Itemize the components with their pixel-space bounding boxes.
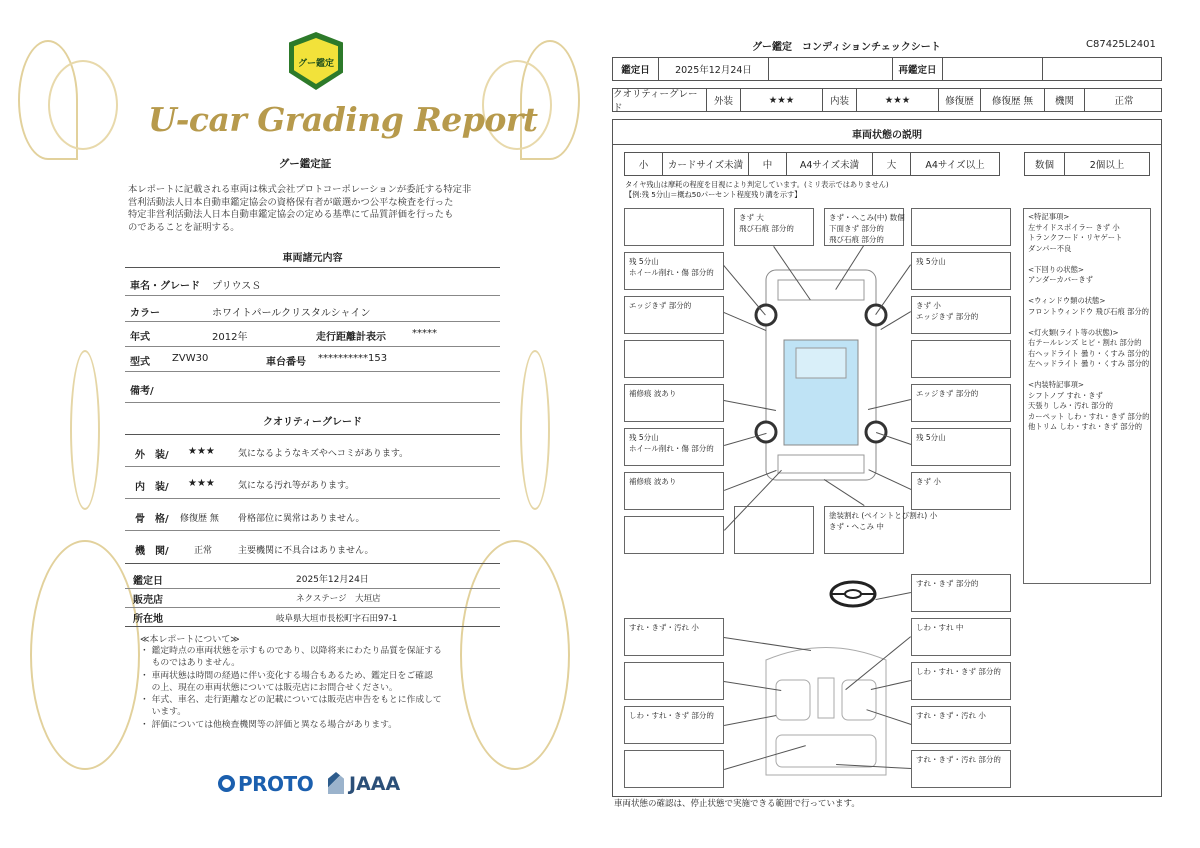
chassis-label: 車台番号 [266,357,306,368]
car-interior-diagram [756,640,896,780]
jaaa-logo-icon [328,772,344,794]
notes-list: ・ 鑑定時点の車両状態を示すものであり、以降将来にわたり品質を保証する ものではありません。 ・ 車両状態は時間の経過に伴い変化する場合もあるため、鑑定日をご確認 の上、現在の車両状態については販売店にお問合せください。 ・ 年式、車名、走行距離などの記載については販売店申告をもとに作成して います。 ・ 評価については他検査機関等の評価と異なる場合があります。 [140,646,442,730]
mileage-label: 走行距離計表示 [316,332,386,343]
interior-note-box [624,750,724,788]
tire-note: タイヤ残山は摩耗の程度を目視により判定しています。(ミリ表示ではありません) [625,180,889,189]
windshield [796,348,846,378]
exterior-note-box [624,208,724,246]
size-legend: 小 カードサイズ未満 中 A4サイズ未満 大 A4サイズ以上 [624,152,1000,176]
exterior-note-box: きず 小 [911,472,1011,510]
engine-label: 機 関/ [135,546,169,557]
interior-note-box: すれ・きず 部分的 [911,574,1011,612]
interior-grade: ★★★ [857,89,939,111]
exterior-note-box: きず・へこみ(中) 数個 下面きず 部分的 飛び石痕 部分的 [824,208,904,246]
address-label: 所在地 [133,614,163,625]
engine-desc: 主要機関に不具合はありません。 [238,546,374,556]
exterior-label: 外装 [707,89,741,111]
dealer-label: 販売店 [133,595,163,606]
frame-desc: 骨格部位に異常はありません。 [238,514,365,524]
exterior-label: 外 装/ [135,450,169,461]
tire-rear-left [756,422,776,442]
exterior-grade: ★★★ [741,89,823,111]
appraisal-date-label: 鑑定日 [133,576,163,587]
repair-history-value: 修復歴 無 [981,89,1045,111]
appraisal-date-value: 2025年12月24日 [296,575,369,585]
grade-summary-row [612,88,1162,112]
model-value: ZVW30 [172,353,209,364]
interior-grade: ★★★ [188,478,215,489]
address-value: 岐阜県大垣市長松町字石田97-1 [276,614,398,624]
interior-label: 内 装/ [135,482,169,493]
frame-grade: 修復歴 無 [180,514,219,524]
report-title: U-car Grading Report [148,100,538,139]
exterior-note-box: 残 5分山 [911,252,1011,290]
exterior-note-box [911,340,1011,378]
exterior-note-box [911,208,1011,246]
sheet-code: C87425L2401 [1086,39,1156,50]
exterior-note-box: エッジきず 部分的 [911,384,1011,422]
exterior-note-box: エッジきず 部分的 [624,296,724,334]
proto-logo-icon [218,775,235,792]
interior-label: 内装 [823,89,857,111]
interior-note-box: すれ・きず・汚れ 小 [911,706,1011,744]
certificate-heading: グー鑑定証 [278,158,332,170]
sheet-footer: 車両状態の確認は、停止状態で実施できる範囲で行っています。 [614,799,860,809]
engine-value: 正常 [1114,96,1134,107]
exterior-note-box [624,516,724,554]
year-label: 年式 [130,332,150,343]
color-value: ホワイトパールクリスタルシャイン [212,308,371,319]
jaaa-logo: JAAA [349,773,401,795]
exterior-note-box [734,506,814,554]
interior-note-box: すれ・きず・汚れ 部分的 [911,750,1011,788]
sheet-title: グー鑑定 コンディションチェックシート [752,42,941,53]
dealer-value: ネクステージ 大垣店 [296,594,381,604]
ornament-bow-left [48,60,118,150]
count-legend: 数個 2個以上 [1024,152,1150,176]
badge-text: グー鑑定 [297,59,334,69]
model-label: 型式 [130,357,150,368]
exterior-note-box: 補修痕 波あり [624,472,724,510]
section-title: 車両状態の説明 [852,130,922,141]
date-label: 鑑定日 [613,58,659,80]
interior-note-box: しわ・すれ 中 [911,618,1011,656]
exterior-grade: ★★★ [188,446,215,457]
year-value: 2012年 [212,332,248,343]
date-value: 2025年12月24日 [659,58,769,80]
interior-desc: 気になる汚れ等があります。 [238,481,355,491]
exterior-note-box: 残 5分山 ホイール削れ・傷 部分的 [624,252,724,290]
interior-note-box: しわ・すれ・きず 部分的 [624,706,724,744]
rear-seat [776,735,876,767]
rear-bumper [778,455,864,473]
interior-note-box: すれ・きず・汚れ 小 [624,618,724,656]
quality-grade-label: クオリティーグレード [613,89,707,111]
intro-paragraph: 本レポートに記載される車両は株式会社プロトコーポレーションが委託する特定非 営利活動法人日本自動車鑑定協会の資格保有者が厳選かつ公平な検査を行った 特定非営利活動法人日本自動車鑑定協会の定める基準にて品質評価を行ったも のであることを証明する。 [128,184,472,233]
mileage-value: ***** [412,328,437,339]
front-bumper [778,280,864,300]
notes-heading: ≪本レポートについて≫ [140,635,240,645]
exterior-note-box: 塗装割れ (ペイントとび割れ) きず・へこみ 中 [824,506,904,554]
exterior-note-box: 残 5分山 [911,428,1011,466]
driver-seat [776,680,810,720]
center-console [818,678,834,718]
chassis-value: **********153 [318,353,388,364]
tire-example: 【例:残 5分山＝概ね50パーセント程度残り溝を示す】 [625,190,802,199]
remarks-label: 備考/ [130,386,154,397]
steering-wheel-icon [828,580,878,608]
exterior-note-box: きず 小 エッジきず 部分的 [911,296,1011,334]
car-exterior-diagram [756,260,886,490]
exterior-note-box [624,340,724,378]
special-notes-box: <特記事項> 左サイドスポイラー きず 小 トランクフード・リヤゲート ダンパー不良 <下回りの状態> アンダーカバーきず <ウィンドウ類の状態> フロントウィンドウ 飛び石痕 部分的 <灯火類(ライト等の状態)> 右テールレンズ ヒビ・割れ 部分的 右ヘッドライト 曇り・くすみ 部分的 左ヘッドライト 曇り・くすみ 部分的 <内装特記事項> シフトノブ すれ・きず 天張り しみ・汚れ 部分的 カーペット しわ・すれ・きず 部分的 他トリム しわ・すれ・きず 部分的 [1023,208,1151,584]
ornament-bottom-left [30,540,140,770]
quality-heading: クオリティーグレード [263,417,362,428]
exterior-note-box: きず 大 飛び石痕 部分的 [734,208,814,246]
ornament-bottom-right [460,540,570,770]
exterior-note-box: 残 5分山 ホイール削れ・傷 部分的 [624,428,724,466]
car-name-label: 車名・グレード [130,281,200,292]
passenger-seat [842,680,876,720]
reappraisal-label: 再鑑定日 [893,58,943,80]
color-label: カラー [130,308,160,319]
proto-logo: PROTO [238,772,314,796]
condition-check-sheet [606,0,1200,848]
reappraisal-value [943,58,1043,80]
spec-heading: 車両諸元内容 [282,253,343,264]
engine-grade: 正常 [194,546,213,556]
ornament-side-left [70,350,100,510]
interior-note-box [624,662,724,700]
frame-label: 骨 格/ [135,514,169,525]
exterior-note-box: 補修痕 波あり [624,384,724,422]
repair-history-label: 修復歴 [939,89,981,111]
ornament-side-right [520,350,550,510]
car-name-value: プリウスＳ [212,281,262,292]
interior-note-box: しわ・すれ・きず 部分的 [911,662,1011,700]
engine-label: 機関 [1045,89,1085,111]
exterior-desc: 気になるようなキズやヘコミがあります。 [238,449,409,459]
appraisal-date-row [612,57,1162,81]
